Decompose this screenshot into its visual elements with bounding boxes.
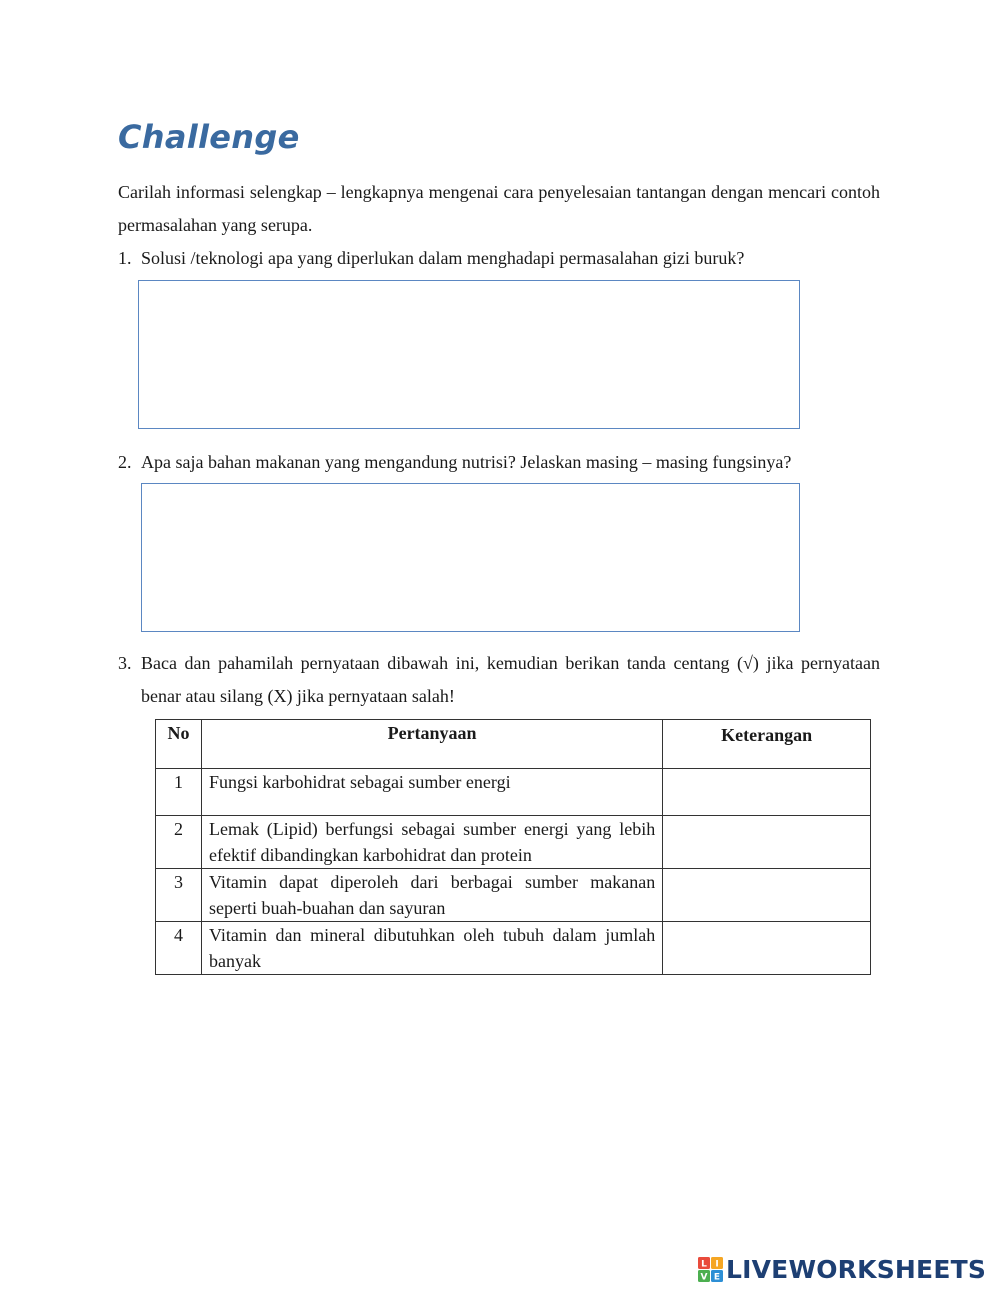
statement-table bbox=[155, 719, 871, 975]
intro-text: Carilah informasi selengkap – lengkapnya mengenai cara penyelesaian tantangan dengan mencari contoh permasalahan yang serupa. bbox=[118, 182, 880, 235]
question-1-number: 1. bbox=[118, 248, 132, 268]
answer-box-2[interactable] bbox=[141, 483, 800, 632]
row-3-note-cell[interactable] bbox=[663, 869, 871, 922]
header-note: Keterangan bbox=[663, 720, 871, 769]
question-3-text: Baca dan pahamilah pernyataan dibawah ini, kemudian berikan tanda centang (√) jika pernyataan benar atau silang (X) jika pernyataan salah! bbox=[141, 653, 880, 706]
row-3-question: Vitamin dapat diperoleh dari berbagai sumber makanan seperti buah-buahan dan sayuran bbox=[201, 869, 662, 922]
question-2 bbox=[118, 446, 880, 479]
question-3-number: 3. bbox=[118, 653, 132, 673]
table-row bbox=[156, 869, 871, 922]
row-4-question: Vitamin dan mineral dibutuhkan oleh tubuh dalam jumlah banyak bbox=[201, 922, 662, 975]
question-1 bbox=[118, 242, 880, 275]
svg-text:I: I bbox=[715, 1259, 719, 1269]
page-title: Challenge bbox=[118, 118, 300, 156]
live-blocks-icon bbox=[698, 1257, 724, 1283]
row-2-question: Lemak (Lipid) berfungsi sebagai sumber energi yang lebih efektif dibandingkan karbohidrat dan protein bbox=[201, 816, 662, 869]
svg-text:L: L bbox=[701, 1259, 707, 1269]
svg-text:V: V bbox=[700, 1272, 708, 1282]
row-2-no: 2 bbox=[156, 816, 202, 869]
question-2-text: Apa saja bahan makanan yang mengandung nutrisi? Jelaskan masing – masing fungsinya? bbox=[141, 452, 792, 472]
question-1-text: Solusi /teknologi apa yang diperlukan dalam menghadapi permasalahan gizi buruk? bbox=[141, 248, 745, 268]
row-3-no: 3 bbox=[156, 869, 202, 922]
brand-name: LIVEWORKSHEETS bbox=[726, 1255, 987, 1284]
table-row bbox=[156, 816, 871, 869]
row-1-question: Fungsi karbohidrat sebagai sumber energi bbox=[201, 769, 662, 816]
row-2-note-cell[interactable] bbox=[663, 816, 871, 869]
liveworksheets-logo bbox=[698, 1255, 986, 1284]
question-2-number: 2. bbox=[118, 452, 132, 472]
row-1-no: 1 bbox=[156, 769, 202, 816]
table-row bbox=[156, 922, 871, 975]
row-4-note-cell[interactable] bbox=[663, 922, 871, 975]
answer-box-1[interactable] bbox=[138, 280, 800, 429]
question-3 bbox=[118, 647, 880, 713]
svg-text:E: E bbox=[713, 1272, 721, 1282]
row-1-note-cell[interactable] bbox=[663, 769, 871, 816]
header-no: No bbox=[156, 720, 202, 769]
table-row bbox=[156, 769, 871, 816]
row-4-no: 4 bbox=[156, 922, 202, 975]
header-question: Pertanyaan bbox=[201, 720, 662, 769]
table-header-row bbox=[156, 720, 871, 769]
